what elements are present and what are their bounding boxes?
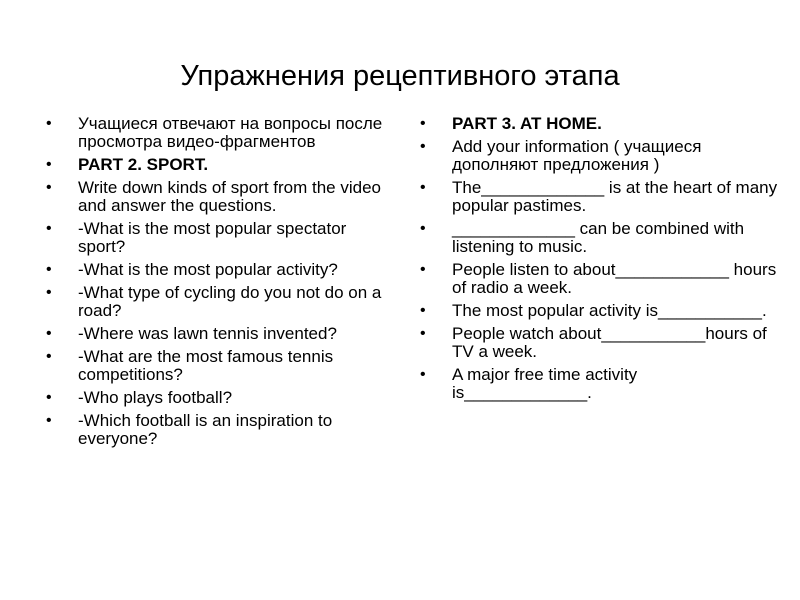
- list-item: [46, 412, 396, 448]
- bullet-icon: •: [420, 179, 426, 196]
- list-item: [46, 389, 396, 407]
- list-item: [46, 115, 396, 151]
- bullet-icon: •: [46, 348, 52, 365]
- list-item-text: The_____________ is at the heart of many popular pastimes.: [452, 178, 778, 215]
- list-item: [46, 179, 396, 215]
- right-bullet-list: [420, 115, 780, 407]
- list-item: [420, 261, 780, 297]
- list-item-text: _____________ can be combined with listening to music.: [452, 219, 745, 256]
- list-item: [420, 366, 780, 402]
- bullet-icon: •: [46, 156, 52, 173]
- bullet-icon: •: [420, 115, 426, 132]
- list-item-text: A major free time activity is_____________.: [452, 365, 638, 402]
- bullet-icon: •: [46, 284, 52, 301]
- list-item: [420, 115, 780, 133]
- list-item-text: People watch about___________hours of TV a week.: [452, 324, 767, 361]
- left-bullet-list: [46, 115, 396, 453]
- bullet-icon: •: [420, 366, 426, 383]
- bullet-icon: •: [46, 412, 52, 429]
- list-item-text: Add your information ( учащиеся дополняют предложения ): [452, 137, 702, 174]
- list-item-text: PART 2. SPORT.: [78, 155, 209, 174]
- list-item: [420, 302, 780, 320]
- bullet-icon: •: [420, 302, 426, 319]
- list-item: [46, 325, 396, 343]
- list-item-text: People listen to about____________ hours of radio a week.: [452, 260, 777, 297]
- list-item: [420, 138, 780, 174]
- list-item: [46, 284, 396, 320]
- list-item-text: -What are the most famous tennis competitions?: [78, 347, 334, 384]
- list-item: [46, 156, 396, 174]
- bullet-icon: •: [46, 179, 52, 196]
- bullet-icon: •: [46, 115, 52, 132]
- slide-title: Упражнения рецептивного этапа: [180, 60, 620, 92]
- list-item: [420, 220, 780, 256]
- list-item-text: -Who plays football?: [78, 388, 233, 407]
- bullet-icon: •: [420, 261, 426, 278]
- bullet-icon: •: [420, 325, 426, 342]
- list-item-text: -Where was lawn tennis invented?: [78, 324, 337, 343]
- list-item: [46, 220, 396, 256]
- list-item: [46, 348, 396, 384]
- bullet-icon: •: [46, 325, 52, 342]
- list-item: [420, 179, 780, 215]
- bullet-icon: •: [46, 220, 52, 237]
- list-item: [420, 325, 780, 361]
- list-item-text: Write down kinds of sport from the video and answer the questions.: [78, 178, 381, 215]
- list-item-text: -What type of cycling do you not do on a road?: [78, 283, 382, 320]
- bullet-icon: •: [46, 261, 52, 278]
- list-item: [46, 261, 396, 279]
- list-item-text: Учащиеся отвечают на вопросы после просмотра видео-фрагментов: [78, 114, 383, 151]
- bullet-icon: •: [420, 138, 426, 155]
- list-item-text: PART 3. AT HOME.: [452, 114, 602, 133]
- bullet-icon: •: [420, 220, 426, 237]
- list-item-text: -What is the most popular spectator sport?: [78, 219, 347, 256]
- list-item-text: -Which football is an inspiration to everyone?: [78, 411, 333, 448]
- list-item-text: -What is the most popular activity?: [78, 260, 338, 279]
- list-item-text: The most popular activity is___________.: [452, 301, 767, 320]
- bullet-icon: •: [46, 389, 52, 406]
